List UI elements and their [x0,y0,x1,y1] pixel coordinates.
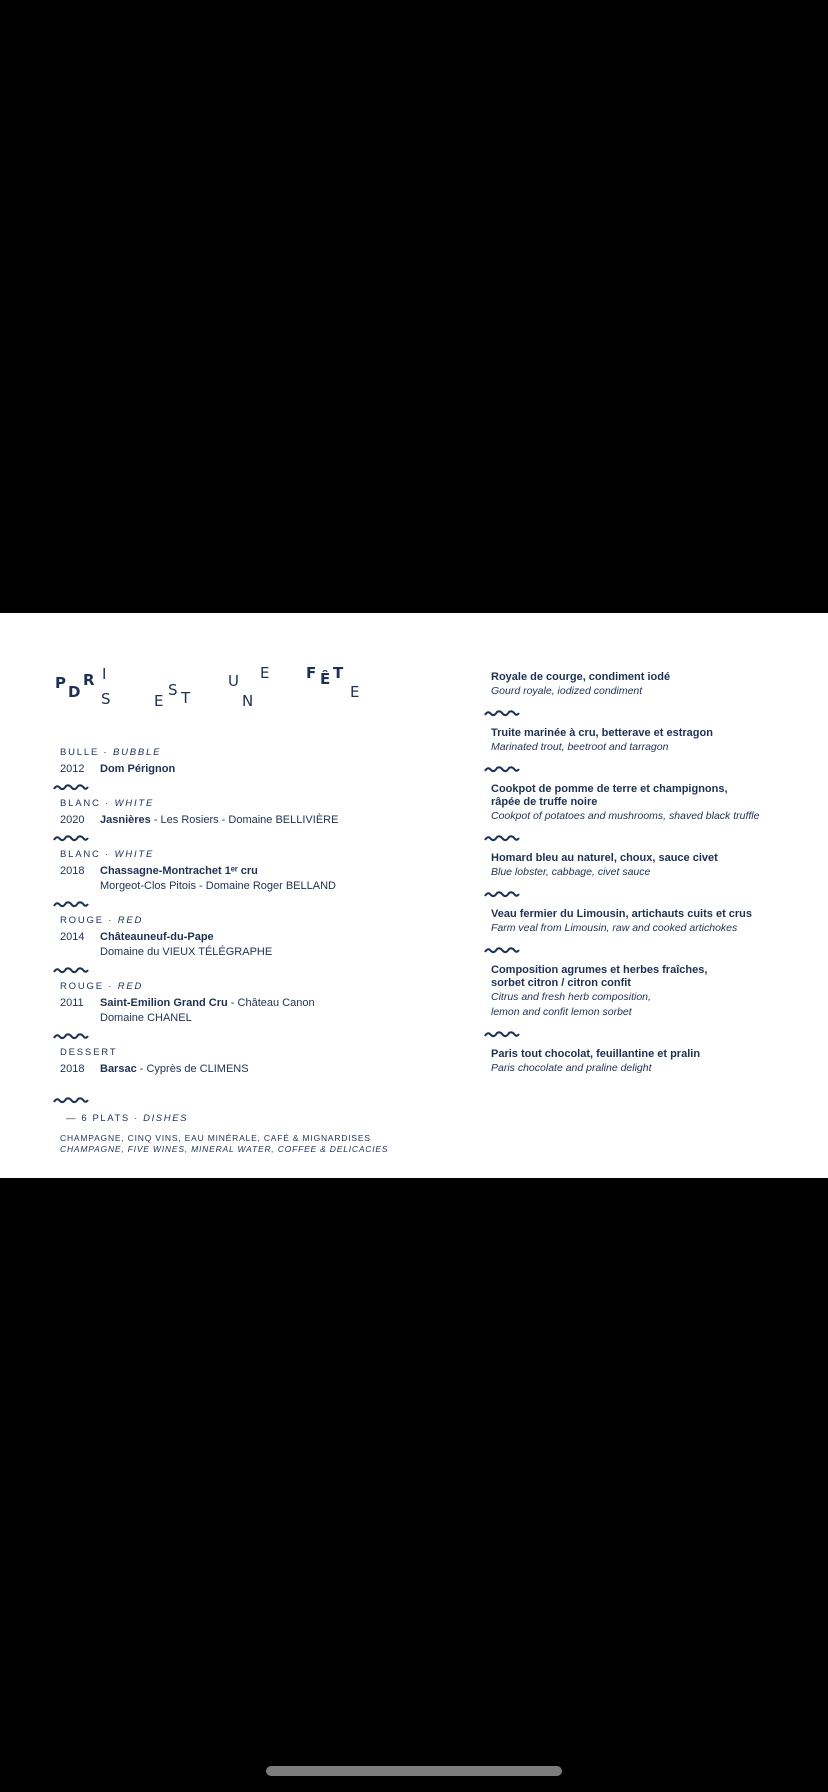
wine-name: Saint-Emilion Grand Cru [100,997,228,1009]
wine-text [100,996,315,1011]
dish-item [491,1048,811,1076]
wine-row [60,762,420,777]
wine-year: 2011 [60,997,84,1009]
wine-item [60,849,420,894]
wave-divider-icon [53,1096,89,1104]
wine-text [100,1062,249,1077]
wine-year: 2018 [60,1063,85,1075]
wine-year: 2012 [60,763,85,775]
wine-row [60,864,420,879]
category-en: WHITE [114,798,155,809]
title-letter: N [242,692,254,710]
wine-name: Jasnières [100,814,151,826]
dish-name-fr: Royale de courge, condiment iodé [491,671,671,683]
dish-name-en: Paris chocolate and praline delight [491,1062,652,1074]
wine-separator [60,1093,420,1107]
title-letter: U [228,672,239,690]
title-letter: S [168,681,178,699]
title-letter: T [333,664,344,682]
wine-year: 2018 [60,865,85,877]
category-fr: DESSERT [60,1047,118,1058]
title-letter: R [83,671,95,689]
category-dot: · [103,915,118,926]
wine-item [60,981,420,1026]
wine-name: Barsac [100,1063,137,1075]
wine-detail: Morgeot-Clos Pitois - Domaine Roger BELLAND [100,880,336,892]
dish-separator [491,936,811,964]
category-en: BUBBLE [112,747,162,758]
dish-item [491,908,811,936]
footer-dishes-en: DISHES [143,1113,189,1124]
footer-line-fr: CHAMPAGNE, CINQ VINS, EAU MINÉRALE, CAFÉ & MIGNARDISES [60,1133,371,1143]
wave-divider-icon [53,966,89,974]
title-letter: D [68,683,81,701]
wine-item [60,747,420,777]
category-fr: BLANC [60,849,101,860]
dish-name-fr: Cookpot de pomme de terre et champignons, [491,783,728,795]
wine-item [60,1047,420,1077]
title-letter: E [154,692,164,710]
dish-name-en: Cookpot of potatoes and mushrooms, shaved black truffle [491,810,760,822]
wine-category [60,798,420,809]
dish-name-en: Gourd royale, iodized condiment [491,685,643,697]
footer-line-en: CHAMPAGNE, FIVE WINES, MINERAL WATER, COFFEE & DELICACIES [60,1144,389,1154]
wine-name: Chassagne-Montrachet 1ᵉʳ cru [100,865,258,877]
wine-item [60,798,420,828]
wine-text [100,813,338,828]
wave-divider-icon [53,1032,89,1040]
category-dot: · [100,849,115,860]
wine-item [60,915,420,960]
wine-year: 2020 [60,814,85,826]
wine-list [60,747,420,1155]
dish-name-fr: Truite marinée à cru, betterave et estragon [491,727,713,739]
wine-category [60,1047,420,1058]
category-fr: ROUGE [60,981,104,992]
menu-card [0,613,828,1178]
dish-name-en: Marinated trout, beetroot and tarragon [491,741,669,753]
wine-producer: - Cyprès de CLIMENS [136,1063,249,1075]
dish-name-fr: râpée de truffe noire [491,796,598,808]
wine-text [100,864,258,879]
wine-row [60,930,420,945]
wine-separator [60,1029,420,1043]
category-dot: · [100,798,115,809]
wine-separator [60,963,420,977]
wine-category [60,915,420,926]
wave-divider-icon [53,783,89,791]
dish-separator [491,699,811,727]
dish-name-en: Citrus and fresh herb composition, [491,991,651,1003]
title-letter: P [55,674,66,692]
wine-producer: - Château Canon [227,997,315,1009]
wave-divider-icon [484,709,520,717]
wine-detail: Domaine du VIEUX TÉLÉGRAPHE [100,946,273,958]
dish-separator [491,1020,811,1048]
wine-separator [60,831,420,845]
category-en: RED [117,981,144,992]
wave-divider-icon [484,765,520,773]
dish-item [491,964,811,1020]
dish-item [491,727,811,755]
dish-name-en: Farm veal from Limousin, raw and cooked artichokes [491,922,738,934]
wine-name: Dom Pérignon [100,763,176,775]
dish-name-fr: Composition agrumes et herbes fraîches, [491,964,708,976]
title-letter: T [181,689,191,707]
wine-row [60,1062,420,1077]
dish-name-fr: Paris tout chocolat, feuillantine et pralin [491,1048,701,1060]
dish-item [491,852,811,880]
title-letter: I [102,665,107,683]
dish-separator [491,880,811,908]
wine-separator [60,780,420,794]
wine-row [60,996,420,1011]
title-letter: E [350,683,360,701]
category-dot: · [103,981,118,992]
dish-item [491,671,811,699]
category-en: RED [117,915,144,926]
wave-divider-icon [53,834,89,842]
title-letter: Ê [320,670,331,688]
home-indicator[interactable] [266,1766,562,1776]
category-fr: BULLE [60,747,100,758]
category-fr: ROUGE [60,915,104,926]
wave-divider-icon [484,890,520,898]
dish-name-en: Blue lobster, cabbage, civet sauce [491,866,651,878]
dish-item [491,783,811,824]
category-dot: · [99,747,113,758]
menu-footer [60,1113,420,1155]
dish-list [491,671,811,1076]
wave-divider-icon [484,1030,520,1038]
title-letter: S [101,690,111,708]
dish-name-en: lemon and confit lemon sorbet [491,1006,632,1018]
wave-divider-icon [484,946,520,954]
category-fr: BLANC [60,798,101,809]
wave-divider-icon [484,834,520,842]
wine-detail: Domaine CHANEL [100,1012,192,1024]
category-en: WHITE [114,849,155,860]
dish-name-fr: Veau fermier du Limousin, artichauts cuits et crus [491,908,753,920]
wine-year: 2014 [60,931,85,943]
title-letter: F [306,664,317,682]
wine-separator [60,897,420,911]
dish-name-fr: Homard bleu au naturel, choux, sauce civet [491,852,718,864]
dish-separator [491,755,811,783]
wine-row [60,813,420,828]
wine-category [60,849,420,860]
dish-separator [491,824,811,852]
dish-name-fr: sorbet citron / citron confit [491,977,631,989]
wine-category [60,747,420,758]
wine-text [100,930,214,945]
footer-dishes [66,1113,420,1124]
title-letter: E [260,664,270,682]
wine-category [60,981,420,992]
footer-dishes-fr: — 6 PLATS · [66,1113,144,1124]
wave-divider-icon [53,900,89,908]
wine-producer: - Les Rosiers - Domaine BELLIVIÈRE [150,814,339,826]
wine-name: Châteauneuf-du-Pape [100,931,214,943]
wine-text [100,762,175,777]
